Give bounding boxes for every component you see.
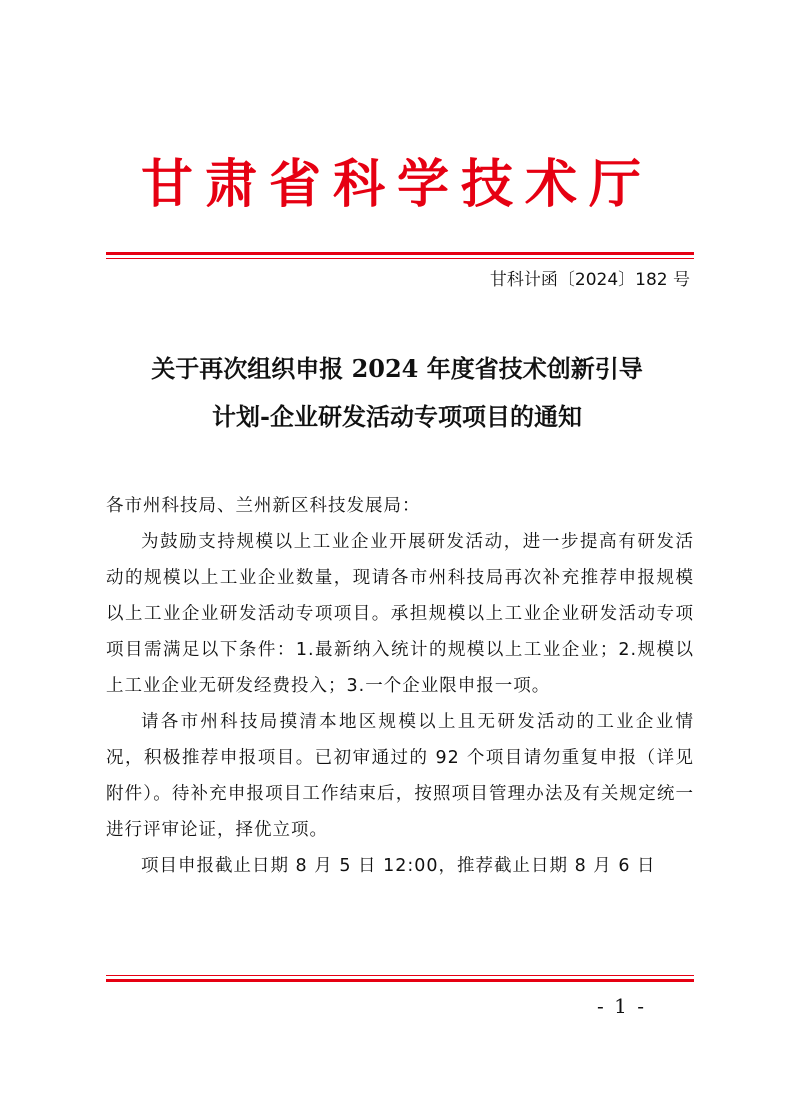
body-paragraph-3: 项目申报截止日期 8 月 5 日 12:00，推荐截止日期 8 月 6 日 — [141, 856, 656, 876]
notice-title-line-1: 关于再次组织申报 2024 年度省技术创新引导 — [151, 354, 643, 383]
notice-body — [106, 488, 694, 884]
footer-red-rule-thin — [106, 975, 694, 976]
body-paragraph-1: 为鼓励支持规模以上工业企业开展研发活动，进一步提高有研发活动的规模以上工业企业数量，现请各市州科技局再次补充推荐申报规模以上工业企业研发活动专项项目。承担规模以上工业企业研发活动专项项目需满足以下条件：1.最新纳入统计的规模以上工业企业；2.规模以上工业企业无研发经费投入；3.一个企业限申报一项。 — [106, 532, 694, 696]
footer-red-rule-thick — [106, 979, 694, 982]
addressee-line: 各市州科技局、兰州新区科技发展局： — [106, 496, 421, 516]
body-paragraph-2: 请各市州科技局摸清本地区规模以上且无研发活动的工业企业情况，积极推荐申报项目。已初审通过的 92 个项目请勿重复申报（详见附件）。待补充申报项目工作结束后，按照项目管理办法及有关规定统一进行评审论证，择优立项。 — [106, 712, 694, 840]
document-number: 甘科计函〔2024〕182 号 — [489, 270, 690, 290]
page-number: - 1 - — [597, 994, 646, 1018]
notice-title-line-2: 计划-企业研发活动专项项目的通知 — [212, 402, 582, 431]
agency-header-title: 甘肃省科学技术厅 — [140, 154, 653, 215]
notice-title — [90, 345, 704, 441]
header-red-rule-thick — [106, 252, 694, 255]
header-red-rule-thin — [106, 258, 694, 259]
